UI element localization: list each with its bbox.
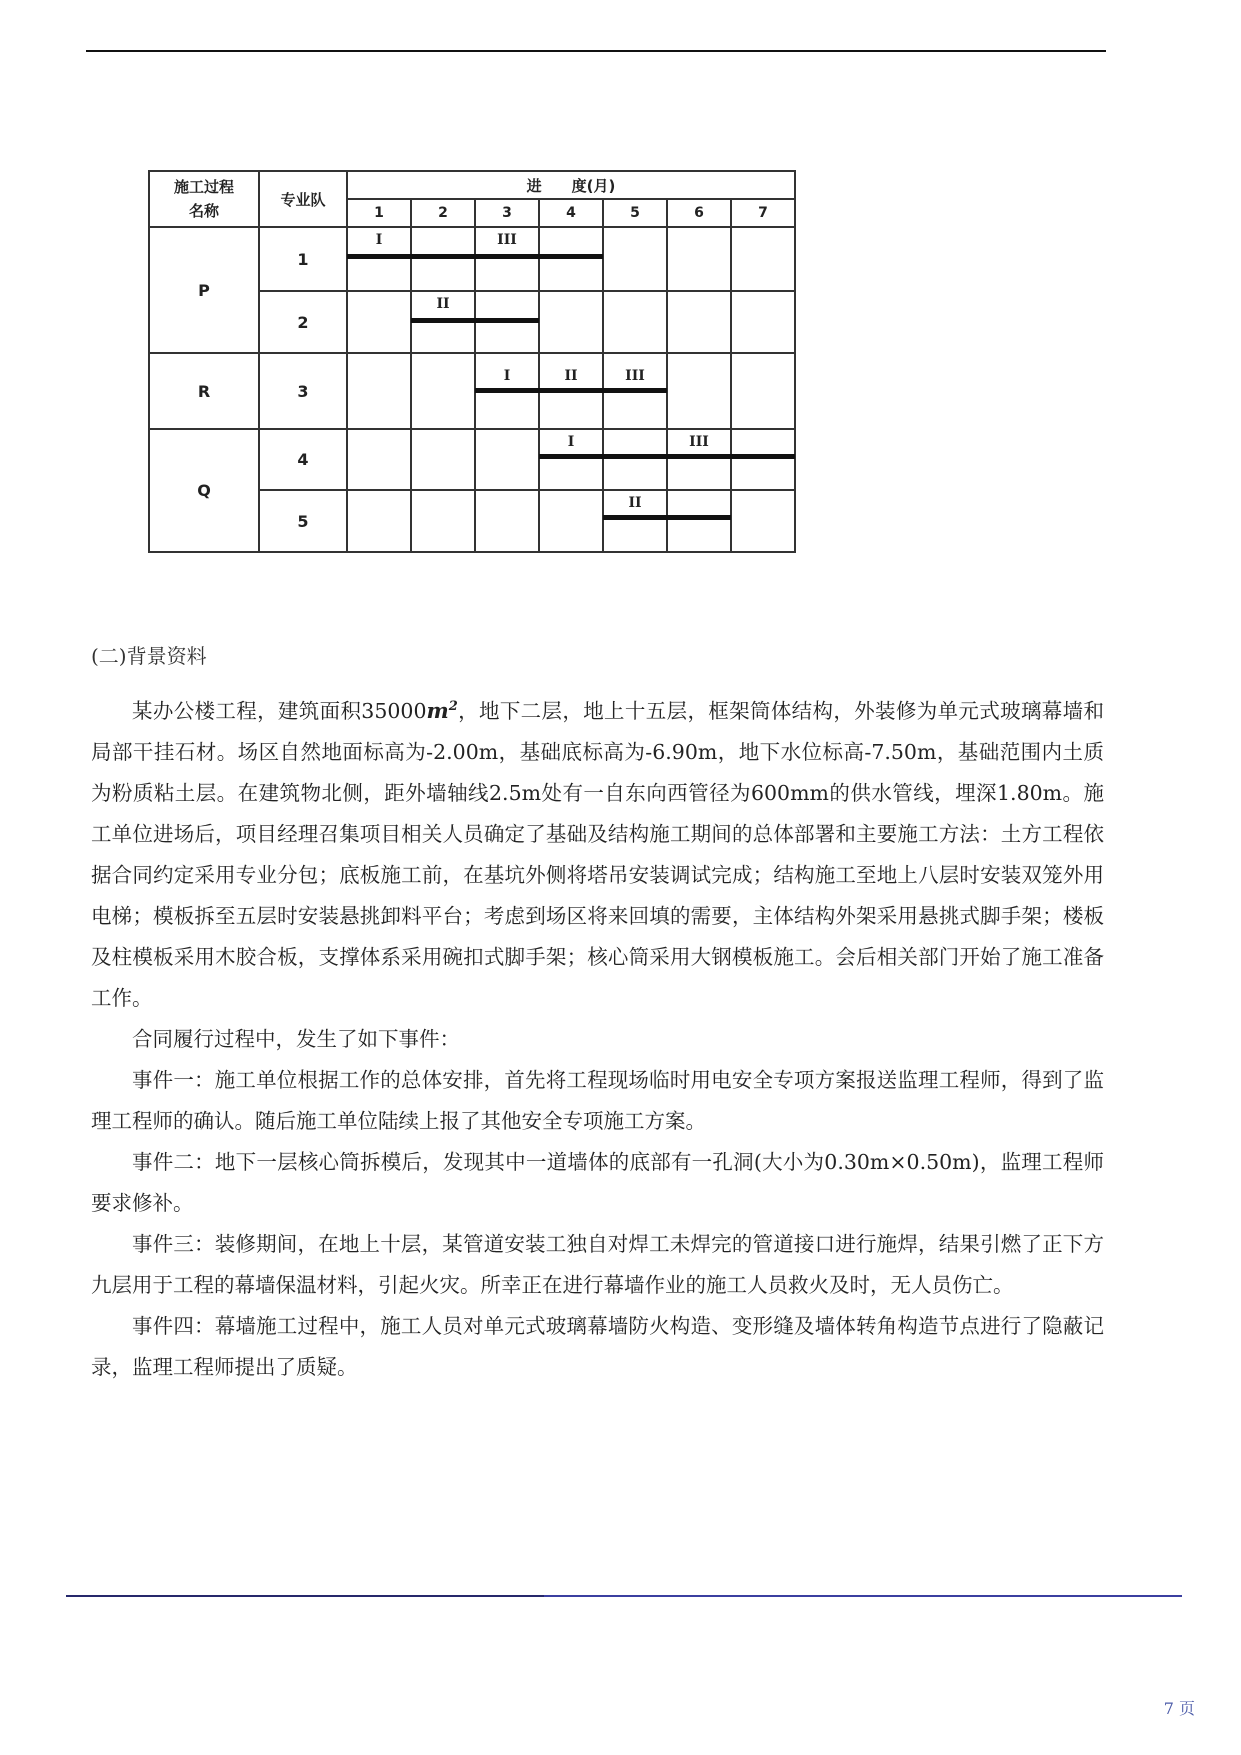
progress-bar-segment bbox=[539, 454, 603, 459]
schedule-cell bbox=[539, 227, 603, 291]
unit-m: m bbox=[426, 698, 449, 723]
schedule-cell bbox=[667, 291, 731, 353]
paragraph-events-intro: 合同履行过程中，发生了如下事件： bbox=[132, 1027, 460, 1051]
schedule-table bbox=[148, 170, 796, 553]
progress-bar-segment bbox=[347, 254, 411, 259]
progress-bar-segment bbox=[411, 318, 475, 323]
schedule-cell bbox=[603, 353, 667, 429]
schedule-cell bbox=[731, 291, 795, 353]
segment-label: II bbox=[564, 368, 578, 384]
schedule-cell bbox=[667, 429, 731, 490]
team-number: 3 bbox=[259, 353, 347, 429]
paragraph-event-1: 事件一：施工单位根据工作的总体安排，首先将工程现场临时用电安全专项方案报送监理工程师，得到了监理工程师的确认。随后施工单位陆续上报了其他安全专项施工方案。 bbox=[91, 1068, 1104, 1133]
schedule-cell bbox=[411, 490, 475, 552]
schedule-cell bbox=[731, 227, 795, 291]
intro-text-b: ，地下二层，地上十五层，框架筒体结构，外装修为单元式玻璃幕墙和局部干挂石材。场区自然地面标高为-2.00m，基础底标高为-6.90m，地下水位标高-7.50m，基础范围内土质为粉质粘土层。在建筑物北侧，距外墙轴线2.5m处有一自东向西管径为600mm的供水管线，埋深1.80m。施工单位进场后，项目经理召集项目相关人员确定了基础及结构施工期间的总体部署和主要施工方法：土方工程依据合同约定采用专业分包；底板施工前，在基坑外侧将塔吊安装调试完成；结构施工至地上八层时安装双笼外用电梯；模板拆至五层时安装悬挑卸料平台；考虑到场区将来回填的需要，主体结构外架采用悬挑式脚手架；楼板及柱模板采用木胶合板，支撑体系采用碗扣式脚手架；核心筒采用大钢模板施工。会后相关部门开始了施工准备工作。 bbox=[91, 699, 1104, 1010]
schedule-cell bbox=[539, 429, 603, 490]
schedule-cell bbox=[731, 429, 795, 490]
segment-label: III bbox=[689, 434, 709, 450]
schedule-cell bbox=[475, 353, 539, 429]
schedule-cell bbox=[411, 227, 475, 291]
month-label: 5 bbox=[603, 199, 667, 227]
team-number: 1 bbox=[259, 227, 347, 291]
process-name: Q bbox=[149, 429, 259, 552]
body-text bbox=[91, 686, 1104, 1388]
progress-bar-segment bbox=[475, 318, 539, 323]
progress-bar-segment bbox=[731, 454, 795, 459]
month-label: 1 bbox=[347, 199, 411, 227]
progress-bar-segment bbox=[603, 454, 667, 459]
paragraph-event-2: 事件二：地下一层核心筒拆模后，发现其中一道墙体的底部有一孔洞(大小为0.30m×0.50m)，监理工程师要求修补。 bbox=[91, 1150, 1104, 1215]
schedule-cell bbox=[667, 353, 731, 429]
segment-label: I bbox=[375, 232, 383, 248]
progress-bar-segment bbox=[667, 515, 731, 520]
process-name: R bbox=[149, 353, 259, 429]
unit-m2 bbox=[427, 698, 458, 723]
month-label: 3 bbox=[475, 199, 539, 227]
team-row bbox=[149, 353, 795, 429]
paragraph-event-3: 事件三：装修期间，在地上十层，某管道安装工独自对焊工未焊完的管道接口进行施焊，结果引燃了正下方九层用于工程的幕墙保温材料，引起火灾。所幸正在进行幕墙作业的施工人员救火及时，无人员伤亡。 bbox=[91, 1232, 1104, 1297]
header-process-name-line1: 施工过程 bbox=[173, 178, 234, 196]
schedule-cell bbox=[347, 429, 411, 490]
segment-label: III bbox=[625, 368, 645, 384]
intro-paragraph bbox=[91, 686, 1104, 1019]
team-row bbox=[149, 227, 795, 291]
progress-bar-segment bbox=[667, 454, 731, 459]
schedule-cell bbox=[603, 227, 667, 291]
intro-text-a: 某办公楼工程，建筑面积35000 bbox=[132, 699, 427, 723]
schedule-cell bbox=[603, 429, 667, 490]
schedule-cell bbox=[347, 227, 411, 291]
schedule-cell bbox=[539, 291, 603, 353]
header-team: 专业队 bbox=[259, 171, 347, 227]
schedule-cell bbox=[731, 490, 795, 552]
header-process-name bbox=[149, 171, 259, 227]
unit-sup: 2 bbox=[448, 699, 458, 714]
footer-rule bbox=[66, 1595, 1182, 1597]
section-heading: (二)背景资料 bbox=[91, 644, 207, 668]
paragraph-event-4: 事件四：幕墙施工过程中，施工人员对单元式玻璃幕墙防火构造、变形缝及墙体转角构造节点进行了隐蔽记录，监理工程师提出了质疑。 bbox=[91, 1314, 1104, 1379]
month-label: 4 bbox=[539, 199, 603, 227]
segment-label: I bbox=[567, 434, 575, 450]
schedule-cell bbox=[411, 353, 475, 429]
progress-bar-segment bbox=[475, 388, 539, 393]
schedule-cell bbox=[347, 490, 411, 552]
month-label: 2 bbox=[411, 199, 475, 227]
month-label: 6 bbox=[667, 199, 731, 227]
process-name: P bbox=[149, 227, 259, 353]
schedule-cell bbox=[603, 291, 667, 353]
schedule-cell bbox=[731, 353, 795, 429]
team-row bbox=[149, 429, 795, 490]
header-process-name-line2: 名称 bbox=[188, 202, 219, 220]
schedule-cell bbox=[475, 291, 539, 353]
schedule-cell bbox=[411, 291, 475, 353]
segment-label: II bbox=[628, 495, 642, 511]
progress-bar-segment bbox=[475, 254, 539, 259]
schedule-cell bbox=[667, 490, 731, 552]
month-label: 7 bbox=[731, 199, 795, 227]
schedule-cell bbox=[475, 490, 539, 552]
progress-bar-segment bbox=[539, 254, 603, 259]
segment-label: I bbox=[503, 368, 511, 384]
schedule-cell bbox=[603, 490, 667, 552]
schedule-cell bbox=[667, 227, 731, 291]
schedule-cell bbox=[539, 353, 603, 429]
header-rule bbox=[86, 50, 1106, 52]
page-number: 7 页 bbox=[1163, 1699, 1195, 1718]
schedule-cell bbox=[347, 291, 411, 353]
progress-bar-segment bbox=[539, 388, 603, 393]
team-number: 5 bbox=[259, 490, 347, 552]
progress-bar-segment bbox=[603, 515, 667, 520]
schedule-cell bbox=[475, 429, 539, 490]
team-number: 4 bbox=[259, 429, 347, 490]
progress-bar-segment bbox=[411, 254, 475, 259]
progress-bar-segment bbox=[603, 388, 667, 393]
segment-label: III bbox=[497, 232, 517, 248]
header-progress: 进 度(月) bbox=[347, 171, 795, 199]
schedule-cell bbox=[411, 429, 475, 490]
team-number: 2 bbox=[259, 291, 347, 353]
schedule-cell bbox=[347, 353, 411, 429]
schedule-cell bbox=[475, 227, 539, 291]
segment-label: II bbox=[436, 296, 450, 312]
schedule-cell bbox=[539, 490, 603, 552]
